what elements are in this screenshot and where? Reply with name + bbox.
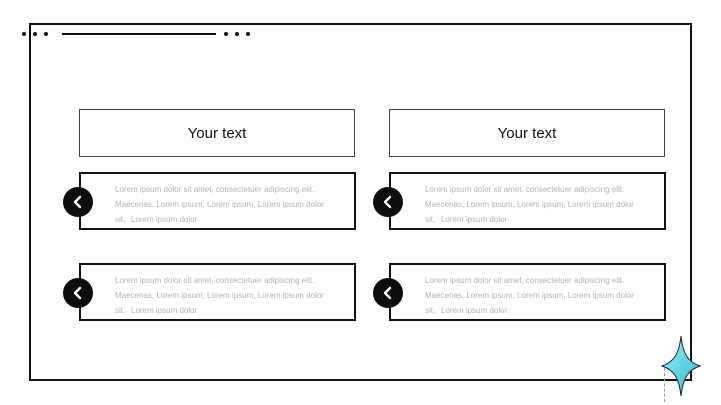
text-card bbox=[79, 263, 356, 321]
card-body: Lorem ipsum dolor sit amet, consectetuer adipiscing elit. Maecenas, Lorem ipsum, Lorem ipsum, Lorem ipsum dolor sit。Lorem ipsum dolor bbox=[115, 276, 324, 315]
decor-dot bbox=[224, 32, 228, 36]
decor-dot bbox=[33, 32, 37, 36]
chevron-left-icon bbox=[63, 278, 93, 308]
card-body: Lorem ipsum dolor sit amet, consectetuer adipiscing elit. Maecenas, Lorem ipsum, Lorem ipsum, Lorem ipsum dolor sit。Lorem ipsum dolor bbox=[115, 185, 324, 224]
decor-dot bbox=[235, 32, 239, 36]
sparkle-icon bbox=[660, 334, 702, 398]
card-body: Lorem ipsum dolor sit amet, consectetuer adipiscing elit. Maecenas, Lorem ipsum, Lorem ipsum, Lorem ipsum dolor sit。Lorem ipsum dolor bbox=[425, 276, 634, 315]
text-card bbox=[79, 172, 356, 230]
decor-dot bbox=[44, 32, 48, 36]
decor-line bbox=[62, 33, 216, 35]
column-title: Your text bbox=[497, 124, 557, 142]
column-title-box bbox=[389, 109, 665, 157]
chevron-left-icon bbox=[373, 278, 403, 308]
chevron-left-icon bbox=[373, 187, 403, 217]
column-title: Your text bbox=[187, 124, 247, 142]
column-title-box bbox=[79, 109, 355, 157]
card-body: Lorem ipsum dolor sit amet, consectetuer adipiscing elit. Maecenas, Lorem ipsum, Lorem ipsum, Lorem ipsum dolor sit。Lorem ipsum dolor bbox=[425, 185, 634, 224]
decor-dot bbox=[22, 32, 26, 36]
text-card bbox=[389, 263, 666, 321]
chevron-left-icon bbox=[63, 187, 93, 217]
decor-dot bbox=[246, 32, 250, 36]
text-card bbox=[389, 172, 666, 230]
